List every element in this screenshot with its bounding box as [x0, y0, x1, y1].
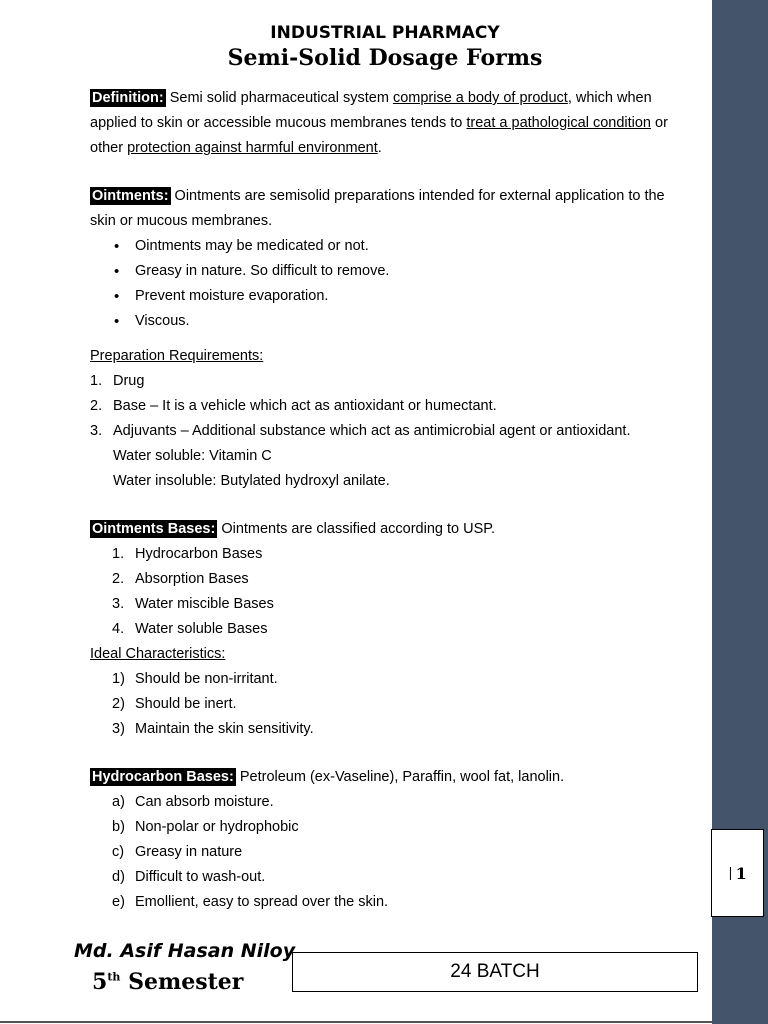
definition-paragraph	[90, 86, 680, 161]
list-marker: c)	[112, 844, 125, 860]
list-item-text: Hydrocarbon Bases	[135, 546, 263, 562]
list-marker: d)	[112, 869, 125, 885]
list-item: • Prevent moisture evaporation.	[90, 284, 680, 309]
definition-text-3: or other	[90, 115, 668, 156]
ointments-label: Ointments:	[92, 188, 169, 204]
list-marker: 2.	[90, 398, 103, 414]
list-marker: 1.	[112, 546, 125, 562]
semester-word: Semester	[120, 969, 244, 995]
list-marker: 4.	[112, 621, 125, 637]
list-item-text: Difficult to wash-out.	[135, 869, 266, 885]
definition-underline-1: comprise a body of product	[392, 90, 568, 106]
page-title: INDUSTRIAL PHARMACY	[270, 23, 500, 43]
definition-underline-3: protection against harmful environment	[127, 140, 378, 156]
list-item-text: Adjuvants – Additional substance which act as antimicrobial agent or antioxidant.	[113, 423, 631, 439]
list-item	[90, 865, 680, 890]
list-marker: 3.	[90, 423, 103, 439]
bases-label: Ointments Bases:	[92, 521, 216, 537]
definition-text-2: , which when applied to skin or accessible mucous membranes tends to	[90, 90, 652, 131]
list-marker: e)	[112, 894, 125, 910]
list-item: • Greasy in nature. So difficult to remove.	[90, 259, 680, 284]
list-item	[90, 667, 680, 692]
ideal-list	[90, 667, 680, 742]
page-bottom-border	[0, 1021, 712, 1023]
list-item-text: Non-polar or hydrophobic	[135, 819, 299, 835]
list-item	[90, 369, 680, 394]
list-item	[90, 790, 680, 815]
list-item	[90, 542, 680, 567]
list-item	[90, 394, 680, 419]
list-item	[90, 617, 680, 642]
ointments-text: Ointments are semisolid preparations intended for external application to the skin or mucous membranes.	[90, 188, 665, 229]
list-item-text: Can absorb moisture.	[135, 794, 274, 810]
definition-text-1: Semi solid pharmaceutical system	[165, 90, 393, 106]
definition-underline-2: treat a pathological condition	[466, 115, 651, 131]
ideal-heading: Ideal Characteristics:	[90, 646, 226, 662]
list-item	[90, 815, 680, 840]
list-item-text: Should be non-irritant.	[135, 671, 278, 687]
ointments-paragraph	[90, 184, 680, 234]
list-item	[90, 717, 680, 742]
water-soluble-line: Water soluble: Vitamin C	[113, 448, 272, 464]
definition-text-4: .	[377, 140, 382, 156]
list-item-text: Drug	[113, 373, 145, 389]
hydrocarbon-label: Hydrocarbon Bases:	[92, 769, 234, 785]
preparation-heading: Preparation Requirements:	[90, 348, 264, 364]
page-number: 1	[735, 863, 747, 883]
list-marker: 3.	[112, 596, 125, 612]
hydrocarbon-list	[90, 790, 680, 915]
list-marker: 2)	[112, 696, 125, 712]
batch-box	[292, 952, 698, 992]
hydrocarbon-paragraph	[90, 765, 680, 790]
list-item	[90, 890, 680, 915]
list-item-text: Greasy in nature	[135, 844, 243, 860]
definition-label: Definition:	[92, 90, 164, 106]
author-name: Md. Asif Hasan Niloy	[74, 940, 296, 962]
batch-label: 24 BATCH	[450, 961, 540, 982]
list-item	[90, 692, 680, 717]
page-number-box	[711, 829, 764, 917]
list-item-text: Water miscible Bases	[135, 596, 274, 612]
water-insoluble-line: Water insoluble: Butylated hydroxyl anilate.	[113, 473, 390, 489]
page-number-separator: |	[728, 865, 733, 881]
preparation-list	[90, 369, 680, 444]
list-item-text: Should be inert.	[135, 696, 237, 712]
list-item-text: Absorption Bases	[135, 571, 249, 587]
semester-number: 5	[92, 969, 108, 995]
list-marker: 1.	[90, 373, 103, 389]
semester-ordinal: th	[107, 970, 121, 984]
list-marker: 2.	[112, 571, 125, 587]
ointments-bullet-list	[90, 234, 680, 334]
list-marker: 1)	[112, 671, 125, 687]
list-item-text: Base – It is a vehicle which act as antioxidant or humectant.	[113, 398, 497, 414]
bases-text: Ointments are classified according to USP.	[217, 521, 496, 537]
list-item	[90, 592, 680, 617]
bases-list	[90, 542, 680, 642]
list-marker: 3)	[112, 721, 125, 737]
page-subtitle: Semi-Solid Dosage Forms	[227, 45, 543, 71]
list-item-text: Emollient, easy to spread over the skin.	[135, 894, 389, 910]
semester-label	[92, 969, 243, 995]
list-item: • Ointments may be medicated or not.	[90, 234, 680, 259]
list-item	[90, 567, 680, 592]
list-marker: a)	[112, 794, 125, 810]
document-body	[90, 22, 680, 915]
list-item: • Viscous.	[90, 309, 680, 334]
list-marker: b)	[112, 819, 125, 835]
hydrocarbon-text: Petroleum (ex-Vaseline), Paraffin, wool fat, lanolin.	[235, 769, 565, 785]
list-item	[90, 840, 680, 865]
list-item	[90, 419, 680, 444]
bases-paragraph	[90, 517, 680, 542]
list-item-text: Maintain the skin sensitivity.	[135, 721, 314, 737]
list-item-text: Water soluble Bases	[135, 621, 268, 637]
